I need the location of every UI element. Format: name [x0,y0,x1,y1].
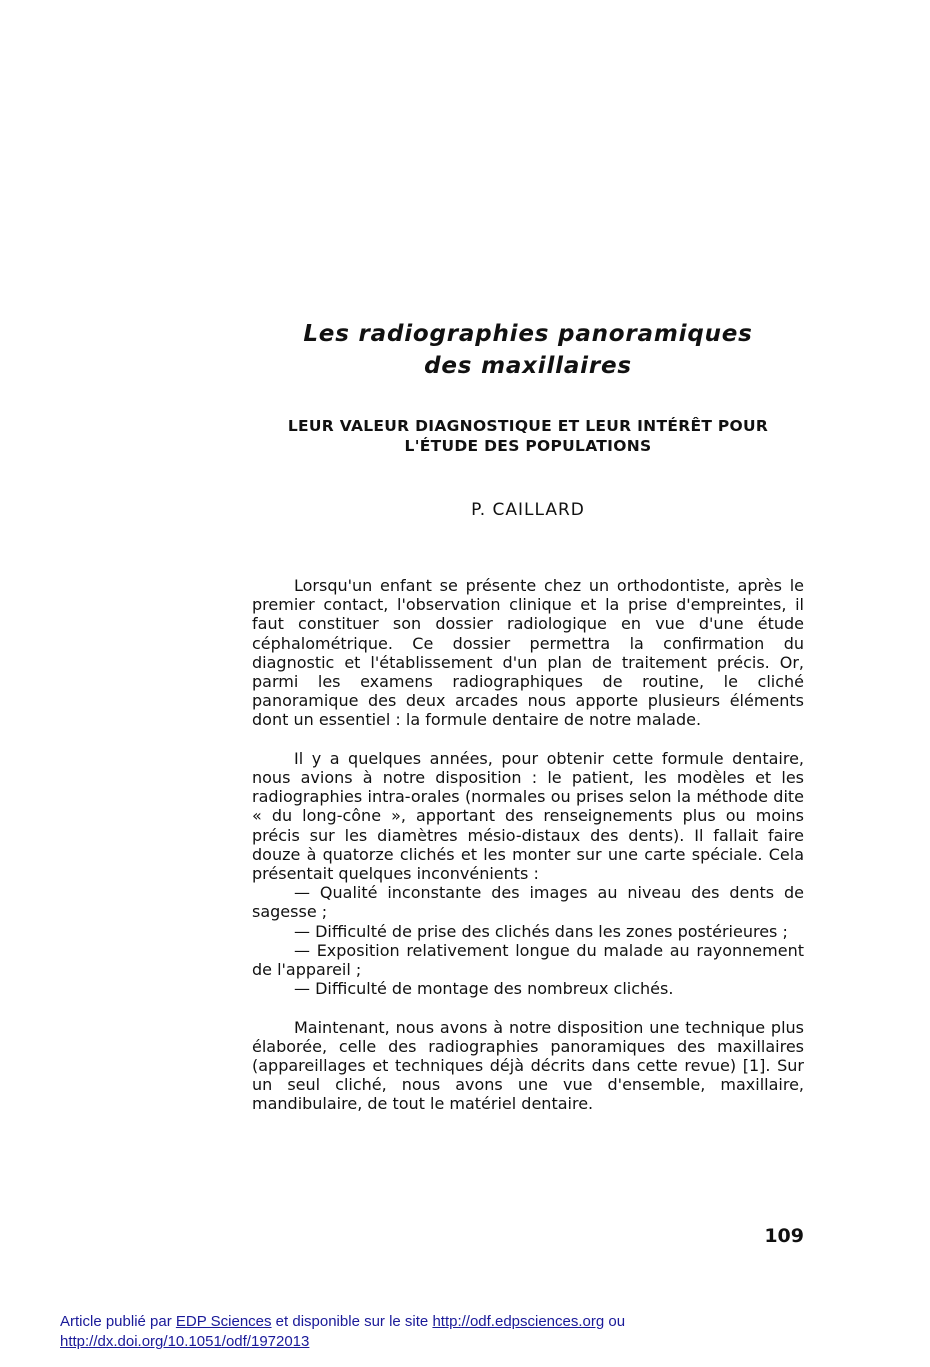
footer-line-1 [60,1312,920,1332]
page-number: 109 [764,1225,804,1247]
list-item-inconvenient-2: — Difficulté de prise des clichés dans les zones postérieures ; [294,921,788,941]
subtitle-line-1: LEUR VALEUR DIAGNOSTIQUE ET LEUR INTÉRÊT POUR [287,417,769,435]
author-name: P. CAILLARD [471,500,585,520]
edp-sciences-link[interactable]: EDP Sciences [175,1313,272,1330]
list-item-inconvenient-4: — Difficulté de montage des nombreux clichés. [294,979,674,999]
doi-link[interactable]: http://dx.doi.org/10.1051/odf/1972013 [60,1333,310,1350]
title-line-2: des maxillaires [424,353,632,379]
footer-line-2 [60,1332,920,1352]
publisher-footer [60,1312,920,1352]
article-body [252,576,804,1114]
paragraph-history: Il y a quelques années, pour obtenir cette formule dentaire, nous avions à notre disposition : le patient, les modèles et les radiographies intra-orales (normales ou prises selon la méthode dite « du long-cône », apportant des renseignements plus ou moins précis sur les diamètres mésio-distaux des dents). Il fallait faire douze à quatorze clichés et les monter sur une carte spéciale. Cela présentait quelques inconvénients : [252,748,804,884]
footer-text-2: et disponible sur le site [271,1313,433,1330]
article-subtitle [252,416,804,456]
footer-text-1: Article publié par [60,1313,176,1330]
footer-text-3: ou [604,1313,626,1330]
article-title [252,318,804,382]
paragraph-panoramic: Maintenant, nous avons à notre disposition une technique plus élaborée, celle des radiographies panoramiques des maxillaires (appareillages et techniques déjà décrits dans cette revue) [1]. Sur un seul cliché, nous avons une vue d'ensemble, maxillaire, mandibulaire, de tout le matériel dentaire. [252,1017,804,1114]
paragraph-intro: Lorsqu'un enfant se présente chez un orthodontiste, après le premier contact, l'observation clinique et la prise d'empreintes, il faut constituer son dossier radiologique en vue d'une étude céphalométrique. Ce dossier permettra la confirmation du diagnostic et l'établissement d'un plan de traitement précis. Or, parmi les examens radiographiques de routine, le cliché panoramique des deux arcades nous apporte plusieurs éléments dont un essentiel : la formule dentaire de notre malade. [252,576,804,730]
list-item-inconvenient-1: — Qualité inconstante des images au niveau des dents de sagesse ; [252,883,804,922]
title-line-1: Les radiographies panoramiques [303,321,753,347]
journal-site-link[interactable]: http://odf.edpsciences.org [432,1313,605,1330]
list-item-inconvenient-3: — Exposition relativement longue du malade au rayonnement de l'appareil ; [252,940,804,980]
subtitle-line-2: L'ÉTUDE DES POPULATIONS [404,437,652,455]
